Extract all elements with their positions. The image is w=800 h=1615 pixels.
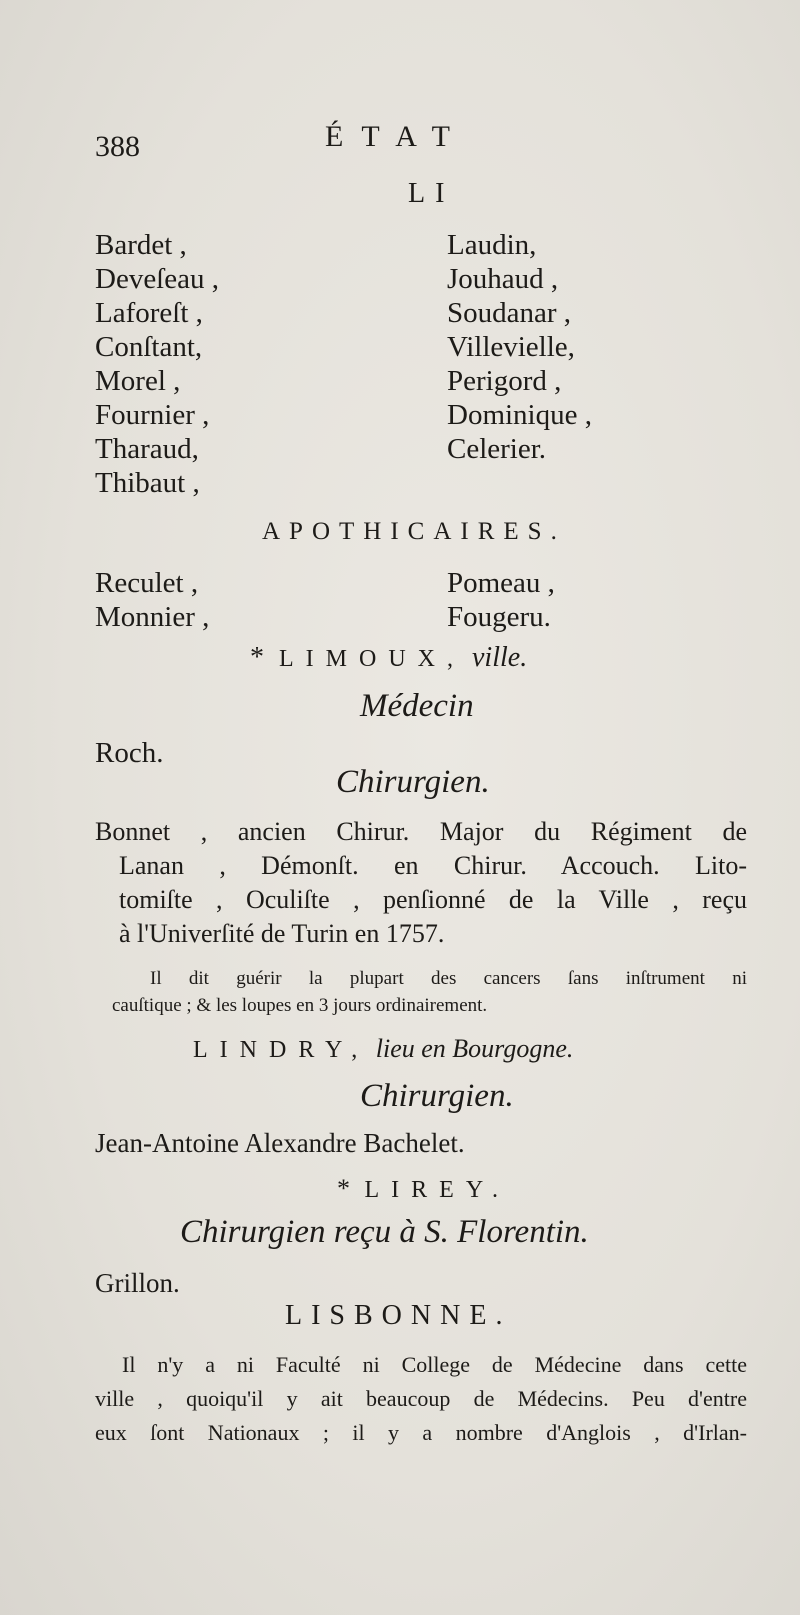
- lisbonne-paragraph: [95, 1348, 747, 1450]
- chirurgien-title: Chirurgien.: [336, 764, 490, 800]
- list-item: Tharaud,: [95, 433, 199, 465]
- bonnet-note: [112, 965, 747, 1019]
- entry-line: à l'Univerſité de Turin en 1757.: [119, 919, 445, 948]
- paragraph-line: Il n'y a ni Faculté ni College de Médecine dans cette: [122, 1352, 747, 1377]
- medecin-name: Roch.: [95, 737, 164, 769]
- place-name: LIREY.: [364, 1177, 511, 1203]
- bonnet-entry: [95, 815, 747, 951]
- list-item: Bardet ,: [95, 229, 187, 261]
- practitioner-name: Jean-Antoine Alexandre Bachelet.: [95, 1128, 465, 1158]
- list-item: Laudin,: [447, 229, 537, 261]
- medecin-title: Médecin: [360, 688, 474, 724]
- list-item: Villevielle,: [447, 331, 575, 363]
- page-number: 388: [95, 130, 140, 163]
- place-name: LIMOUX,: [279, 646, 465, 672]
- list-item: Celerier.: [447, 433, 547, 465]
- note-line: cauſtique ; & les loupes en 3 jours ordinairement.: [112, 995, 488, 1016]
- apothicaires-left-column: [95, 566, 209, 634]
- list-item: Deveſeau ,: [95, 263, 219, 295]
- place-kind: ville.: [472, 642, 528, 673]
- place-name: LINDRY,: [193, 1037, 370, 1063]
- note-line: Il dit guérir la plupart des cancers ſans inſtrument ni: [150, 968, 747, 989]
- list-item: Fournier ,: [95, 399, 210, 431]
- entry-line: tomiſte , Oculiſte , penſionné de la Ville , reçu: [119, 885, 747, 914]
- section-heading-lindry: [193, 1034, 573, 1064]
- list-item: Morel ,: [95, 365, 181, 397]
- asterisk-mark: *: [250, 642, 264, 673]
- section-heading-apothicaires: APOTHICAIRES.: [262, 518, 566, 545]
- list-item: Jouhaud ,: [447, 263, 559, 295]
- paragraph-line: ville , quoiqu'il y ait beaucoup de Médecins. Peu d'entre: [95, 1386, 747, 1411]
- list-item: Fougeru.: [447, 601, 551, 633]
- list-item: Soudanar ,: [447, 297, 572, 329]
- list-item: Laforeſt ,: [95, 297, 203, 329]
- place-kind: lieu en Bourgogne.: [375, 1034, 574, 1063]
- section-heading-limoux: [250, 642, 527, 674]
- chirurgien-title: Chirurgien reçu à S. Florentin.: [180, 1214, 589, 1250]
- list-item: Perigord ,: [447, 365, 562, 397]
- list-item: Conſtant,: [95, 331, 203, 363]
- list-item: Dominique ,: [447, 399, 592, 431]
- li-right-column: [447, 228, 592, 466]
- entry-line: Bonnet , ancien Chirur. Major du Régiment de: [95, 817, 747, 846]
- list-item: Reculet ,: [95, 567, 199, 599]
- apothicaires-right-column: [447, 566, 555, 634]
- list-item: Pomeau ,: [447, 567, 555, 599]
- practitioner-name: Grillon.: [95, 1268, 180, 1298]
- asterisk-mark: *: [337, 1174, 350, 1203]
- entry-line: Lanan , Démonſt. en Chirur. Accouch. Lito-: [119, 851, 747, 880]
- section-heading-lirey: [337, 1174, 510, 1204]
- paragraph-line: eux ſont Nationaux ; il y a nombre d'Anglois , d'Irlan-: [95, 1420, 747, 1445]
- li-left-column: [95, 228, 219, 500]
- chirurgien-title: Chirurgien.: [360, 1078, 514, 1114]
- running-title: ÉTAT: [325, 120, 468, 153]
- section-heading-lisbonne: LISBONNE.: [285, 1300, 512, 1331]
- list-item: Thibaut ,: [95, 467, 200, 499]
- section-heading-li: LI: [408, 178, 455, 209]
- list-item: Monnier ,: [95, 601, 210, 633]
